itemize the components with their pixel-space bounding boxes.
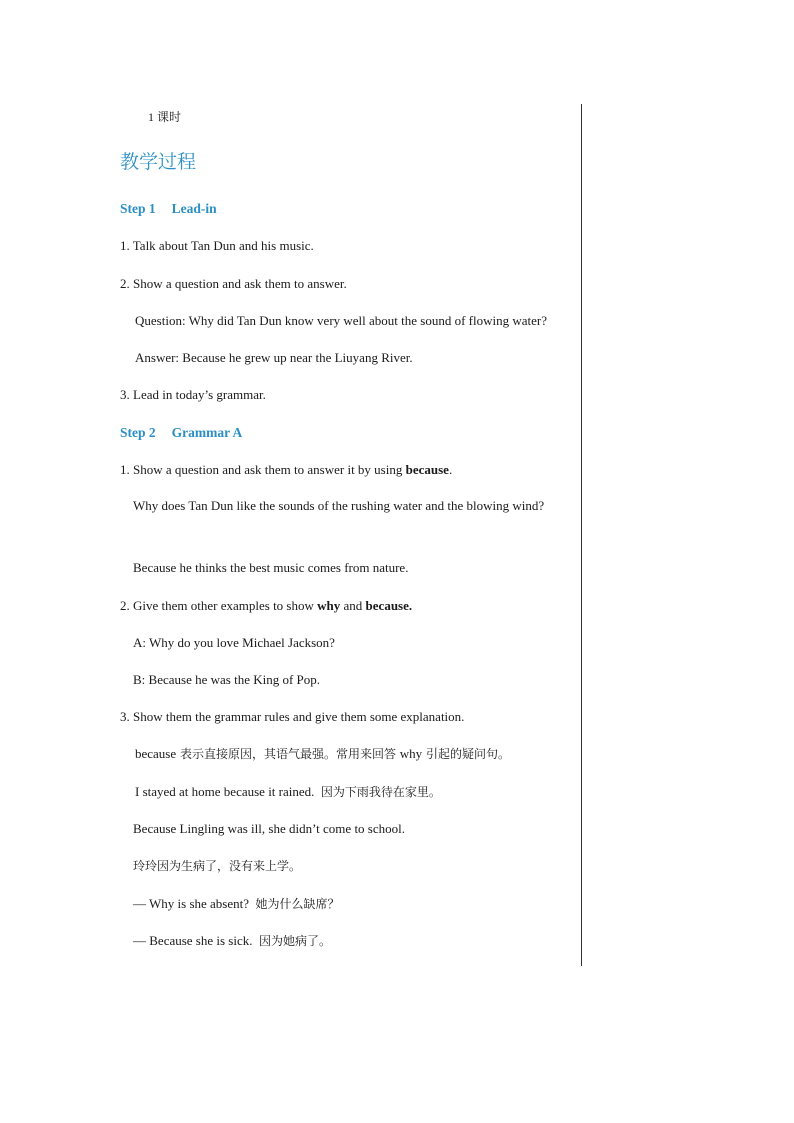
step2-item-2 [120, 598, 412, 614]
step2-item-3: 3. Show them the grammar rules and give them some explanation. [120, 709, 465, 724]
step2-example-a: A: Why do you love Michael Jackson? [133, 635, 335, 650]
example-1-en: I stayed at home because it rained. [135, 784, 315, 799]
step2-item-1-suffix: . [448, 462, 453, 477]
step2-item-2-text: 2. Give them other examples to show [120, 598, 318, 613]
step2-title: Grammar A [171, 425, 243, 440]
step2-item-2-and: and [340, 598, 366, 613]
step1-header [120, 201, 217, 217]
step2-item-1 [120, 462, 452, 478]
dialog-answer-zh: 因为她病了。 [259, 934, 332, 948]
page-title: 教学过程 [120, 151, 197, 173]
step2-item-2-keyword-because: because. [365, 598, 413, 613]
grammar-rule [135, 746, 510, 762]
grammar-rule-zh-2: 引起的疑问句。 [422, 747, 510, 761]
dialog-question-zh: 她为什么缺席？ [255, 897, 340, 911]
page-border-right [581, 104, 582, 966]
step1-item-3: 3. Lead in today’s grammar. [120, 387, 266, 402]
step1-item-2: 2. Show a question and ask them to answer. [120, 276, 347, 291]
step2-header [120, 425, 242, 441]
step2-label: Step 2 [120, 425, 156, 440]
example-dialog-question [133, 896, 340, 912]
step1-label: Step 1 [120, 201, 156, 216]
grammar-rule-keyword: because [135, 746, 177, 761]
dialog-answer-en: — Because she is sick. [133, 933, 253, 948]
grammar-rule-zh-1: 表示直接原因，其语气最强。常用来回答 [176, 747, 400, 761]
step2-item-2-keyword-why: why [317, 598, 341, 613]
example-sentence-2-zh: 玲玲因为生病了，没有来上学。 [133, 859, 302, 873]
example-dialog-answer [133, 933, 331, 949]
step1-question: Question: Why did Tan Dun know very well about the sound of flowing water? [135, 313, 548, 328]
example-1-zh: 因为下雨我待在家里。 [320, 785, 441, 799]
grammar-rule-why: why [399, 746, 423, 761]
step1-item-1: 1. Talk about Tan Dun and his music. [120, 238, 314, 253]
step2-item-1-text: 1. Show a question and ask them to answer it by using [120, 462, 406, 477]
step2-question: Why does Tan Dun like the sounds of the rushing water and the blowing wind? [133, 498, 545, 513]
step1-title: Lead-in [171, 201, 217, 216]
step2-example-b: B: Because he was the King of Pop. [133, 672, 321, 687]
lesson-period: 1 课时 [148, 110, 182, 124]
example-sentence-2-en: Because Lingling was ill, she didn’t come to school. [133, 821, 405, 836]
dialog-question-en: — Why is she absent? [133, 896, 250, 911]
step2-answer: Because he thinks the best music comes from nature. [133, 560, 409, 575]
example-sentence-1 [135, 784, 441, 800]
step1-answer: Answer: Because he grew up near the Liuyang River. [135, 350, 413, 365]
step2-item-1-keyword: because [405, 462, 449, 477]
